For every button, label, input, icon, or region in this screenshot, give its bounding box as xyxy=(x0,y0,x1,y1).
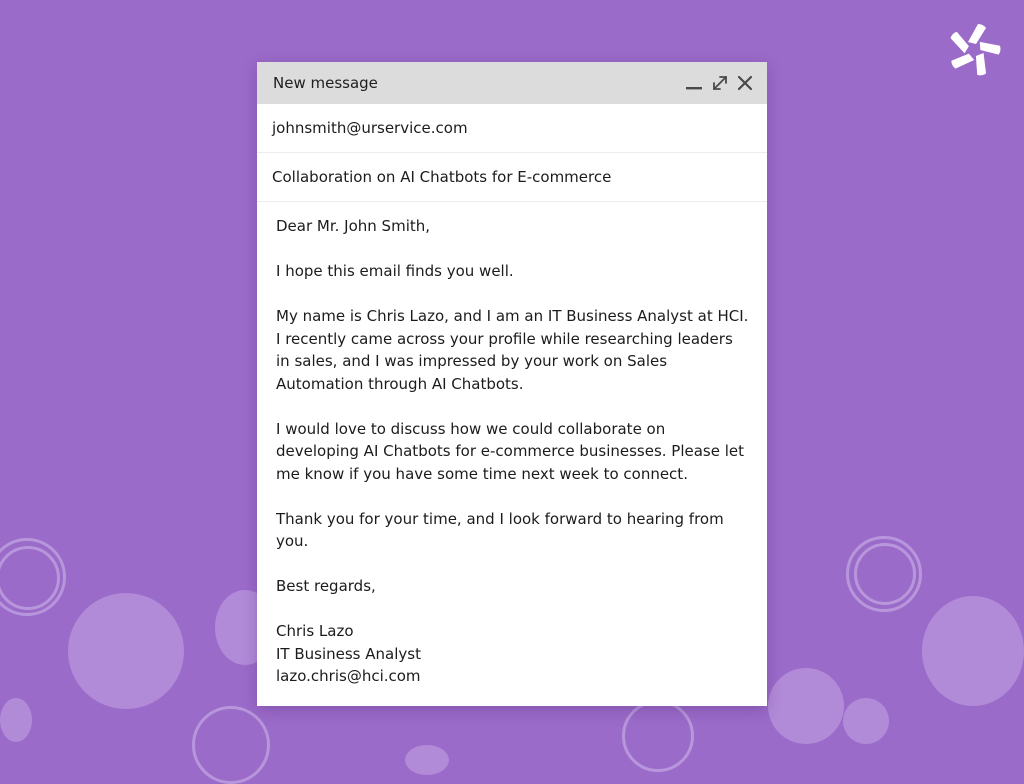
signature-name: Chris Lazo xyxy=(276,622,354,640)
brand-logo xyxy=(946,22,1002,78)
signature-email: lazo.chris@hci.com xyxy=(276,667,421,685)
paragraph-4: Thank you for your time, and I look forward to hearing from you. xyxy=(276,509,724,550)
signature xyxy=(276,620,749,688)
compose-window xyxy=(257,62,767,706)
to-value: johnsmith@urservice.com xyxy=(272,119,468,137)
compose-titlebar xyxy=(257,62,767,104)
message-body[interactable] xyxy=(257,202,767,688)
paragraph-3: I would love to discuss how we could collaborate on developing AI Chatbots for e-commerce businesses. Please let me know if you have some time next week to connect. xyxy=(276,419,745,483)
paragraph-2: My name is Chris Lazo, and I am an IT Business Analyst at HCI. I recently came across your profile while researching leaders in sales, and I was impressed by your work on Sales Automation through AI Chatbots. xyxy=(276,307,749,393)
subject-value: Collaboration on AI Chatbots for E-commerce xyxy=(272,168,612,186)
expand-icon[interactable] xyxy=(710,73,730,93)
compose-title: New message xyxy=(273,74,378,92)
signature-role: IT Business Analyst xyxy=(276,644,421,663)
greeting: Dear Mr. John Smith, xyxy=(276,217,431,235)
subject-field[interactable] xyxy=(257,153,767,202)
closing: Best regards, xyxy=(276,577,376,595)
close-icon[interactable] xyxy=(735,73,755,93)
minimize-icon[interactable] xyxy=(684,73,704,93)
to-field[interactable] xyxy=(257,104,767,153)
paragraph-1: I hope this email finds you well. xyxy=(276,262,514,280)
